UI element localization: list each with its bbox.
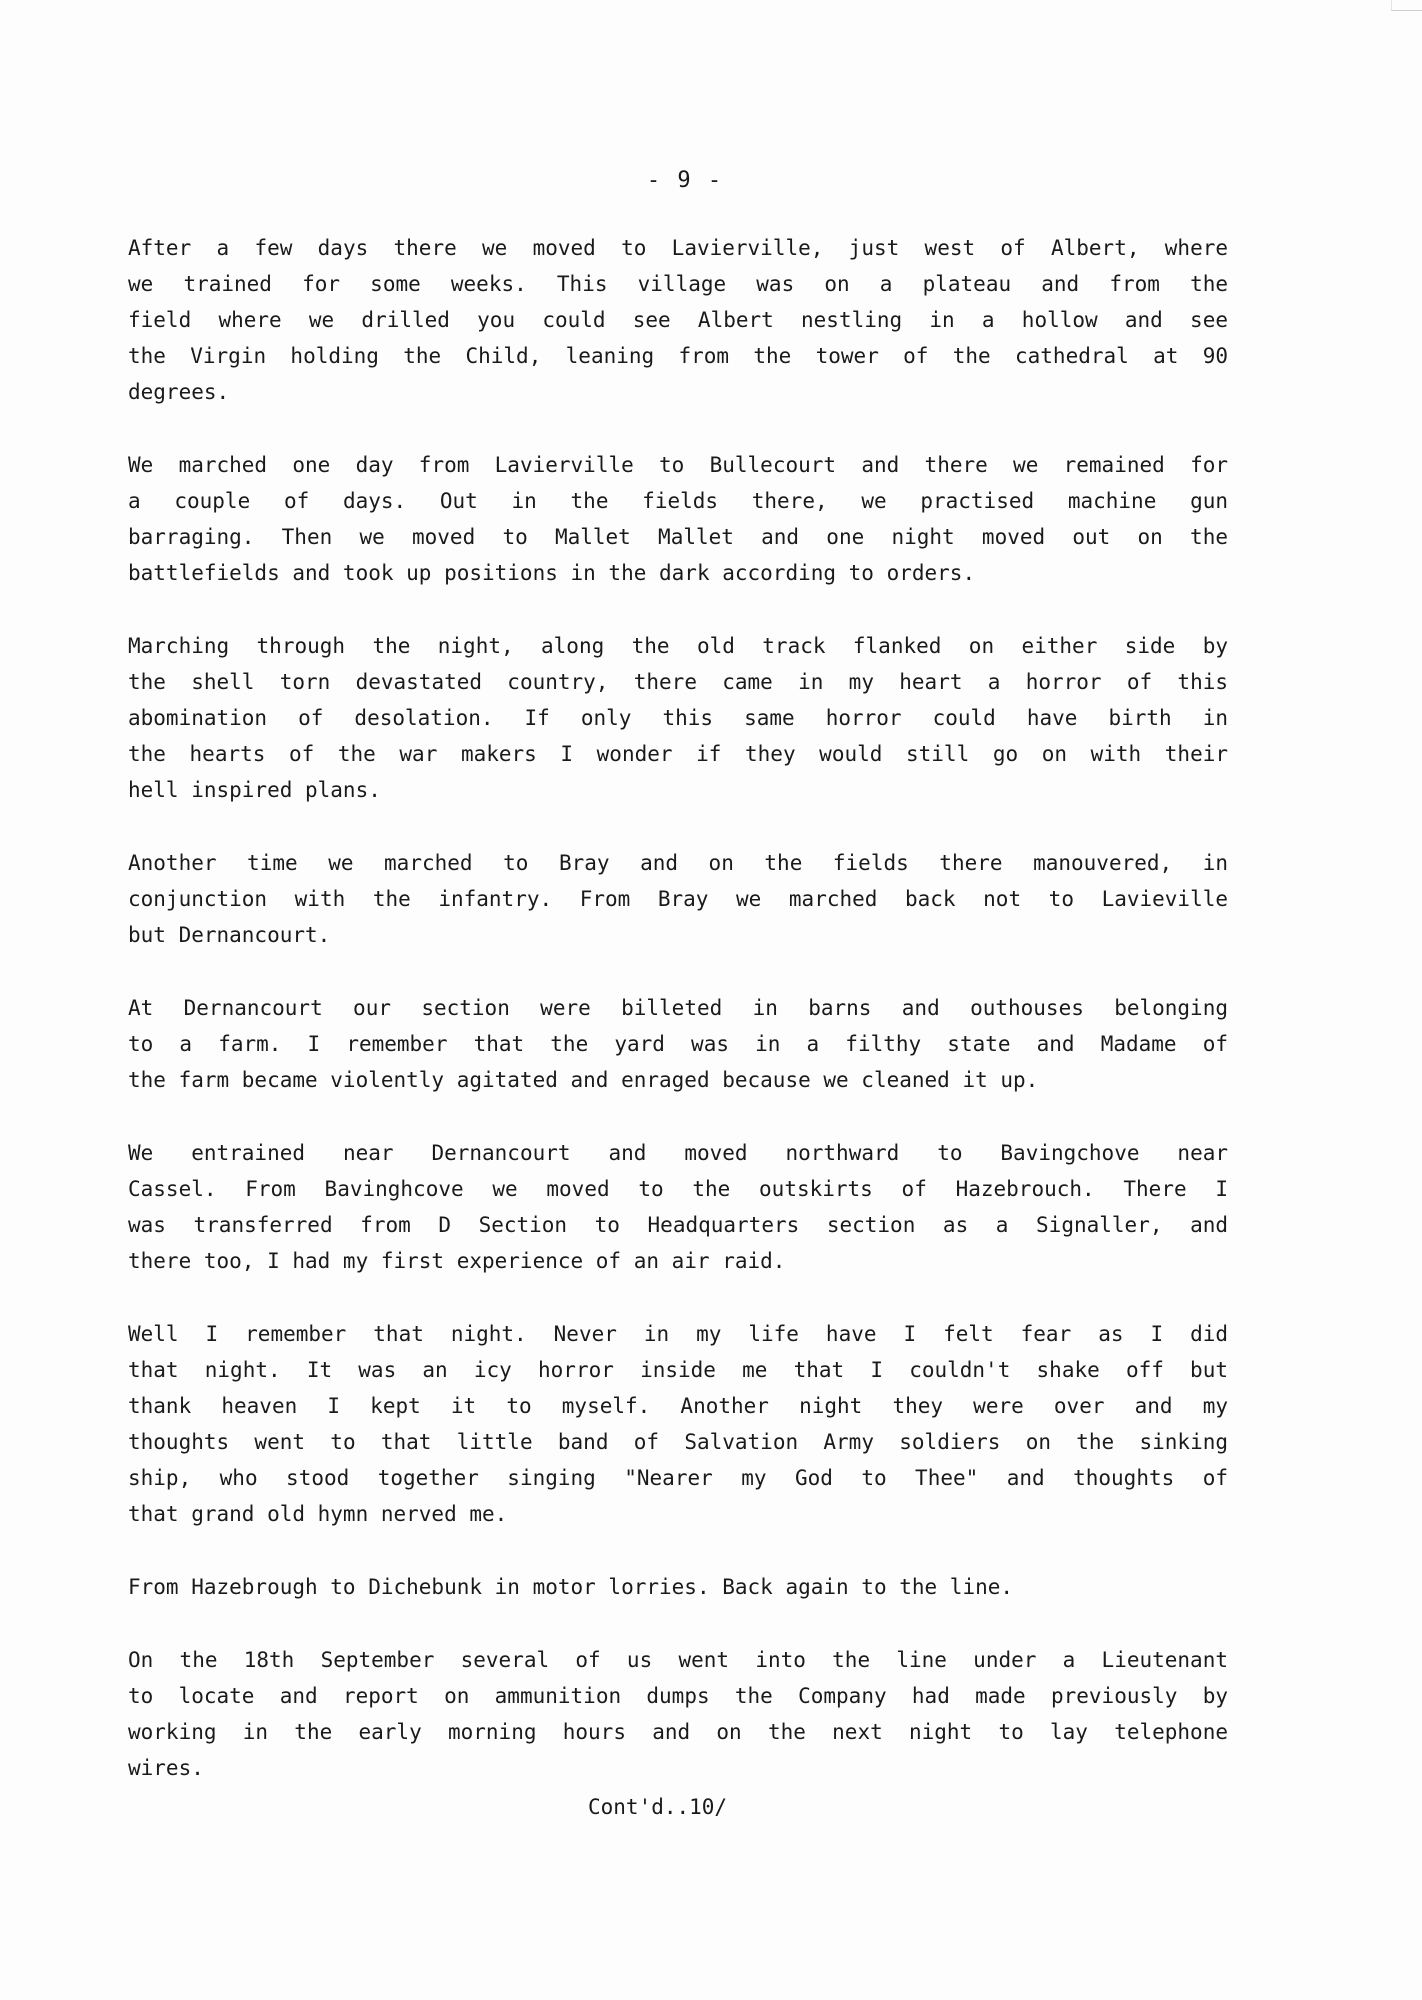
text-line: Cassel. From Bavinghcove we moved to the outskirts of Hazebrouch. There I — [128, 1177, 1228, 1201]
text-line: to a farm. I remember that the yard was in a filthy state and Madame of — [128, 1032, 1228, 1056]
text-line: barraging. Then we moved to Mallet Mallet and one night moved out on the — [128, 525, 1228, 549]
paragraph — [128, 1642, 1228, 1786]
paragraph — [128, 230, 1228, 410]
paragraph — [128, 447, 1228, 591]
paragraph — [128, 845, 1228, 953]
paragraph — [128, 990, 1228, 1098]
text-line: We entrained near Dernancourt and moved northward to Bavingchove near — [128, 1141, 1228, 1165]
text-line: the farm became violently agitated and enraged because we cleaned it up. — [128, 1068, 1039, 1092]
text-line: Another time we marched to Bray and on the fields there manouvered, in — [128, 851, 1228, 875]
paragraph — [128, 1569, 1228, 1605]
text-line: a couple of days. Out in the fields there, we practised machine gun — [128, 489, 1228, 513]
text-line: we trained for some weeks. This village was on a plateau and from the — [128, 272, 1228, 296]
text-line: conjunction with the infantry. From Bray we marched back not to Lavieville — [128, 887, 1228, 911]
text-line: there too, I had my first experience of an air raid. — [128, 1249, 786, 1273]
paragraph — [128, 628, 1228, 808]
text-line: abomination of desolation. If only this same horror could have birth in — [128, 706, 1228, 730]
text-line: thoughts went to that little band of Salvation Army soldiers on the sinking — [128, 1430, 1228, 1454]
text-line: Well I remember that night. Never in my life have I felt fear as I did — [128, 1322, 1228, 1346]
text-line: working in the early morning hours and on the next night to lay telephone — [128, 1720, 1228, 1744]
paragraph — [128, 1135, 1228, 1279]
text-line: but Dernancourt. — [128, 923, 331, 947]
text-line: that grand old hymn nerved me. — [128, 1502, 508, 1526]
text-line: After a few days there we moved to Lavierville, just west of Albert, where — [128, 236, 1228, 260]
text-line: was transferred from D Section to Headquarters section as a Signaller, and — [128, 1213, 1228, 1237]
text-line: that night. It was an icy horror inside me that I couldn't shake off but — [128, 1358, 1228, 1382]
text-line: At Dernancourt our section were billeted in barns and outhouses belonging — [128, 996, 1228, 1020]
page-number: - 9 - — [646, 168, 724, 193]
paragraph — [128, 1316, 1228, 1532]
continuation-note: Cont'd..10/ — [588, 1795, 728, 1819]
text-line: degrees. — [128, 380, 230, 404]
text-line: the shell torn devastated country, there came in my heart a horror of this — [128, 670, 1228, 694]
text-line: We marched one day from Lavierville to Bullecourt and there we remained for — [128, 453, 1228, 477]
text-line: On the 18th September several of us went into the line under a Lieutenant — [128, 1648, 1228, 1672]
text-line: field where we drilled you could see Albert nestling in a hollow and see — [128, 308, 1228, 332]
text-line: battlefields and took up positions in the dark according to orders. — [128, 561, 976, 585]
text-line: ship, who stood together singing "Nearer my God to Thee" and thoughts of — [128, 1466, 1228, 1490]
text-line: the hearts of the war makers I wonder if they would still go on with their — [128, 742, 1228, 766]
page-corner-mark — [1391, 0, 1422, 11]
text-line: wires. — [128, 1756, 204, 1780]
text-line: hell inspired plans. — [128, 778, 381, 802]
text-line: thank heaven I kept it to myself. Another night they were over and my — [128, 1394, 1228, 1418]
text-line: to locate and report on ammunition dumps the Company had made previously by — [128, 1684, 1228, 1708]
text-line: From Hazebrough to Dichebunk in motor lorries. Back again to the line. — [128, 1575, 1014, 1599]
body-text — [128, 230, 1228, 1823]
text-line: the Virgin holding the Child, leaning from the tower of the cathedral at 90 — [128, 344, 1228, 368]
text-line: Marching through the night, along the old track flanked on either side by — [128, 634, 1228, 658]
